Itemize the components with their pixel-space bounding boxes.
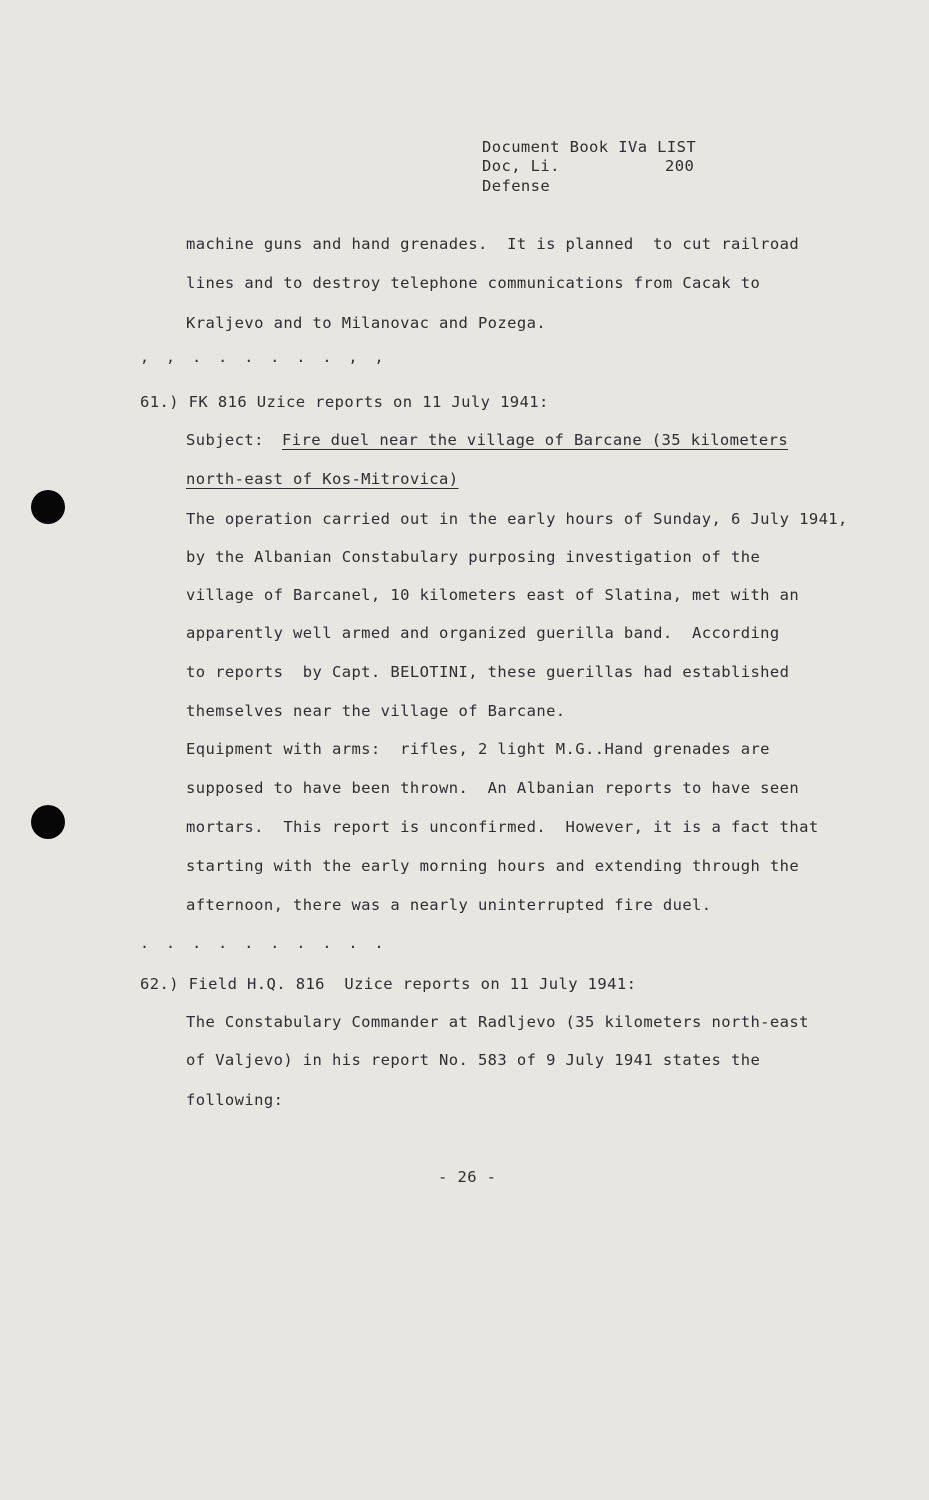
entry-61-body-line: village of Barcanel, 10 kilometers east of Slatina, met with an — [186, 586, 800, 604]
header-line-2-left: Doc, Li. — [482, 157, 560, 175]
page-number: - 26 - — [438, 1168, 497, 1186]
entry-62-heading: 62.) Field H.Q. 816 Uzice reports on 11 July 1941: — [140, 975, 637, 993]
entry-61-subject-line-2: north-east of Kos-Mitrovica) — [186, 470, 459, 488]
entry-62-body-line: following: — [186, 1091, 284, 1109]
entry-61-body-line: mortars. This report is unconfirmed. However, it is a fact that — [186, 818, 819, 836]
entry-61-body-line: by the Albanian Constabulary purposing investigation of the — [186, 548, 761, 566]
entry-61-body-line: supposed to have been thrown. An Albanian reports to have seen — [186, 779, 800, 797]
entry-61-body-line: to reports by Capt. BELOTINI, these guerillas had established — [186, 663, 790, 681]
header-line-1: Document Book IVa LIST — [482, 138, 697, 156]
entry-61-body-line: apparently well armed and organized guerilla band. According — [186, 624, 780, 642]
separator-1: , , . . . . . . , , — [140, 348, 388, 366]
header-line-2-right: 200 — [665, 157, 695, 175]
intro-line-2: lines and to destroy telephone communications from Cacak to — [186, 274, 761, 292]
intro-line-3: Kraljevo and to Milanovac and Pozega. — [186, 314, 547, 332]
entry-61-heading: 61.) FK 816 Uzice reports on 11 July 1941: — [140, 393, 549, 411]
punch-hole-top — [31, 490, 65, 524]
entry-61-body-line: starting with the early morning hours and extending through the — [186, 857, 800, 875]
entry-62-body-line: The Constabulary Commander at Radljevo (35 kilometers north-east — [186, 1013, 809, 1031]
entry-61-subject-label: Subject: — [186, 431, 264, 449]
entry-61-body-line: The operation carried out in the early hours of Sunday, 6 July 1941, — [186, 510, 848, 528]
entry-61-subject-line-1: Fire duel near the village of Barcane (35 kilometers — [282, 431, 789, 449]
entry-61-body-line: afternoon, there was a nearly uninterrupted fire duel. — [186, 896, 712, 914]
header-line-3: Defense — [482, 177, 551, 195]
entry-61-body-line: Equipment with arms: rifles, 2 light M.G..Hand grenades are — [186, 740, 770, 758]
intro-line-1: machine guns and hand grenades. It is planned to cut railroad — [186, 235, 800, 253]
punch-hole-bottom — [31, 805, 65, 839]
separator-2: . . . . . . . . . . — [140, 934, 388, 952]
entry-62-body-line: of Valjevo) in his report No. 583 of 9 July 1941 states the — [186, 1051, 761, 1069]
entry-61-body-line: themselves near the village of Barcane. — [186, 702, 566, 720]
